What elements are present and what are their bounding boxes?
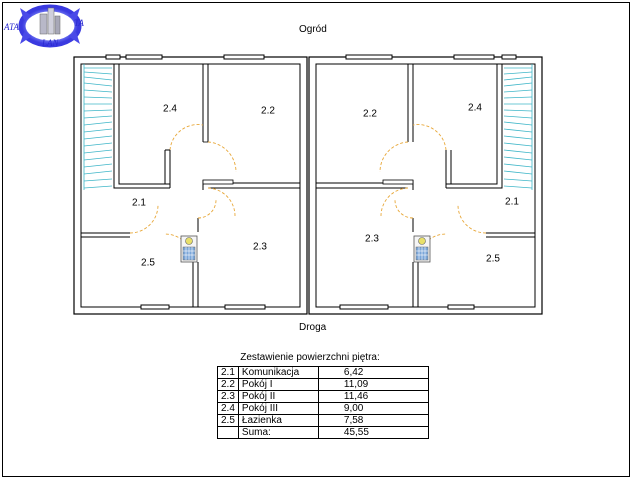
area-table-row — [218, 403, 429, 415]
room-label-left-2-2: 2.2 — [261, 105, 275, 117]
right-unit — [309, 55, 542, 314]
label-road: Droga — [299, 322, 327, 333]
area-table-row — [218, 367, 429, 379]
label-garden: Ogród — [299, 24, 327, 35]
area-table — [217, 366, 429, 439]
row-number: 2.5 — [218, 415, 239, 427]
room-area: 6,42 — [318, 367, 428, 379]
room-area: 11,46 — [318, 391, 428, 403]
row-number: 2.4 — [218, 403, 239, 415]
area-table-row — [218, 379, 429, 391]
room-name: Łazienka — [238, 415, 318, 427]
logo-text-right: TA — [74, 18, 84, 28]
row-number: 2.2 — [218, 379, 239, 391]
room-name: Pokój I — [238, 379, 318, 391]
room-name: Suma: — [238, 427, 318, 439]
logo-text-left: ATA — [4, 22, 19, 32]
room-label-right-2-5: 2.5 — [486, 253, 500, 265]
room-label-left-2-4: 2.4 — [163, 103, 177, 115]
room-area: 7,58 — [318, 415, 428, 427]
room-area: 11,09 — [318, 379, 428, 391]
area-table-row — [218, 415, 429, 427]
room-label-right-2-1: 2.1 — [505, 196, 519, 208]
room-label-right-2-3: 2.3 — [365, 233, 379, 245]
area-table-title: Zestawienie powierzchni piętra: — [240, 352, 380, 363]
logo-text-bottom: LAN — [42, 38, 59, 48]
row-number — [218, 427, 239, 439]
area-table-row — [218, 427, 429, 439]
room-area: 9,00 — [318, 403, 428, 415]
room-label-left-2-5: 2.5 — [141, 257, 155, 269]
company-logo — [2, 2, 98, 50]
room-label-right-2-4: 2.4 — [468, 102, 482, 114]
row-number: 2.1 — [218, 367, 239, 379]
room-label-left-2-3: 2.3 — [253, 241, 267, 253]
room-label-left-2-1: 2.1 — [132, 197, 146, 209]
room-name: Pokój III — [238, 403, 318, 415]
room-label-right-2-2: 2.2 — [363, 108, 377, 120]
area-table-row — [218, 391, 429, 403]
room-name: Komunikacja — [238, 367, 318, 379]
row-number: 2.3 — [218, 391, 239, 403]
room-area: 45,55 — [318, 427, 428, 439]
room-name: Pokój II — [238, 391, 318, 403]
left-unit — [74, 55, 307, 314]
